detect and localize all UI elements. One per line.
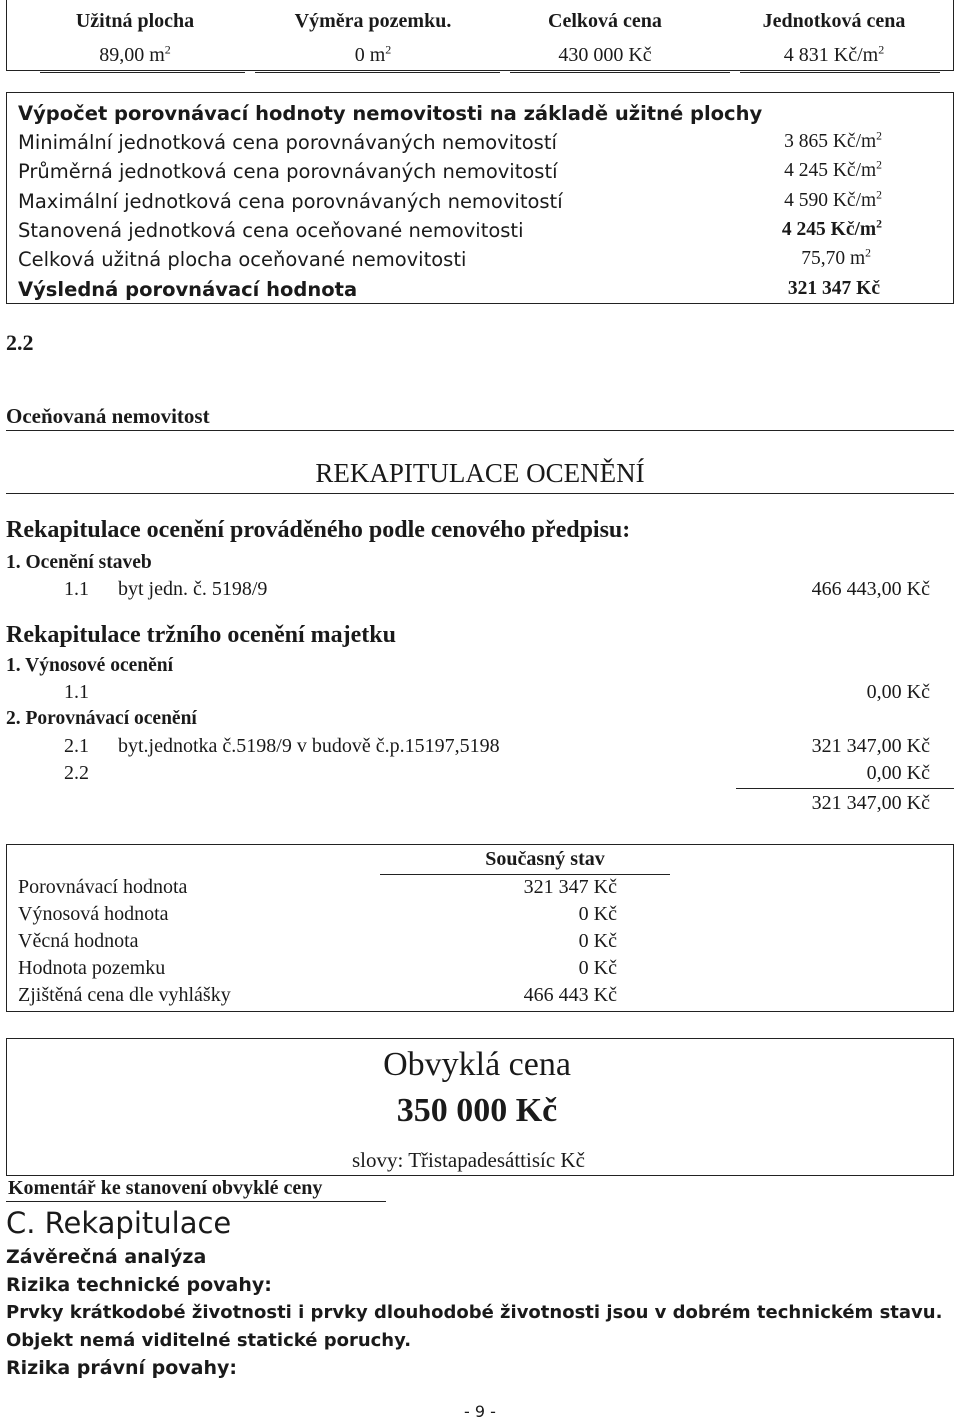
recap-regulation-title: Rekapitulace ocenění prováděného podle cenového předpisu: — [6, 517, 631, 543]
summary-row-label: Výnosová hodnota — [18, 903, 169, 925]
recap-regulation-item-num: 1.1 — [64, 578, 89, 600]
recap-market-g1-num: 1.1 — [64, 681, 89, 703]
recap-market-group1: 1. Výnosové ocenění — [6, 655, 174, 676]
top-table-underline-2 — [255, 72, 500, 73]
recap-regulation-item-label: byt jedn. č. 5198/9 — [118, 578, 268, 600]
summary-row-label: Věcná hodnota — [18, 930, 139, 952]
tech-text-1: Prvky krátkodobé životnosti i prvky dlouhodobé životnosti jsou v dobrém technickém stavu. — [6, 1302, 943, 1323]
recap-market-group2: 2. Porovnávací ocenění — [6, 708, 197, 729]
usual-price-words: slovy: Třistapadesáttisíc Kč — [352, 1148, 585, 1172]
summary-row-label: Zjištěná cena dle vyhlášky — [18, 984, 231, 1006]
comment-heading: Komentář ke stanovení obvyklé ceny — [8, 1177, 323, 1199]
recap-market-title: Rekapitulace tržního ocenění majetku — [6, 622, 396, 648]
comparison-row-label: Stanovená jednotková cena oceňované nemovitosti — [18, 219, 524, 242]
recap-market-g2-item2-value: 0,00 Kč — [866, 762, 930, 784]
recap-regulation-group: 1. Ocenění staveb — [6, 552, 152, 573]
header-unit-price: Jednotková cena — [762, 10, 906, 32]
recap-regulation-item-value: 466 443,00 Kč — [811, 578, 930, 600]
value-land-area: 0 $m^2$ — [354, 42, 392, 66]
recap-market-total-rule — [736, 788, 954, 789]
usual-price-title: Obvyklá cena — [383, 1046, 571, 1083]
comparison-row-label: Průměrná jednotková cena porovnávaných nemovitostí — [18, 160, 558, 183]
header-land-area: Výměra pozemku. — [294, 10, 452, 32]
comment-rule — [6, 1201, 386, 1202]
recap-market-g2-item2-num: 2.2 — [64, 762, 89, 784]
summary-row-value: 321 347 Kč — [523, 876, 617, 898]
recap-market-g1-value: 0,00 Kč — [866, 681, 930, 703]
comparison-row-label: Výsledná porovnávací hodnota — [18, 278, 358, 301]
top-table-underline-1 — [40, 72, 245, 73]
usual-price-amount: 350 000 Kč — [396, 1092, 558, 1129]
value-unit-price: 4 831 $Kč/m^2$ — [783, 42, 885, 66]
comparison-row-value: 4 590 $Kč/m^2$ — [784, 188, 882, 211]
final-analysis-heading: Závěrečná analýza — [6, 1246, 207, 1268]
comparison-row-value: 3 865 $Kč/m^2$ — [784, 129, 882, 152]
header-usable-area: Užitná plocha — [75, 10, 195, 32]
summary-header-rule — [380, 874, 670, 875]
recap-market-g2-item1-label: byt.jednotka č.5198/9 v budově č.p.15197,5198 — [118, 735, 500, 757]
value-total-price: 430 000 Kč — [558, 44, 652, 66]
summary-row-label: Porovnávací hodnota — [18, 876, 188, 898]
valued-property-label: Oceňovaná nemovitost — [6, 404, 210, 428]
comparison-row-value: 4 245 $Kč/m^2$ — [784, 158, 882, 181]
summary-row-value: 0 Kč — [578, 930, 617, 952]
recap-market-g2-item1-value: 321 347,00 Kč — [811, 735, 930, 757]
summary-row-value: 466 443 Kč — [523, 984, 617, 1006]
summary-row-label: Hodnota pozemku — [18, 957, 166, 979]
section-number: 2.2 — [6, 330, 34, 355]
comparison-row-value: 75,70 $m^2$ — [801, 246, 871, 269]
top-table-underline-3 — [510, 72, 730, 73]
recap-market-total: 321 347,00 Kč — [811, 792, 930, 814]
comparison-row-label: Maximální jednotková cena porovnávaných nemovitostí — [18, 190, 563, 213]
legal-risks-heading: Rizika právní povahy: — [6, 1357, 237, 1379]
value-usable-area: 89,00 $m^2$ — [99, 42, 171, 66]
page-number: - 9 - — [464, 1402, 496, 1421]
header-total-price: Celková cena — [548, 10, 662, 32]
valued-property-rule — [6, 430, 954, 431]
summary-row-value: 0 Kč — [578, 903, 617, 925]
recap-title: REKAPITULACE OCENĚNÍ — [315, 458, 645, 488]
comparison-row-label: Celková užitná plocha oceňované nemovitosti — [18, 248, 467, 271]
section-c-title: C. Rekapitulace — [6, 1206, 232, 1240]
comparison-title: Výpočet porovnávací hodnoty nemovitosti na základě užitné plochy — [18, 102, 763, 125]
top-table-underline-4 — [740, 72, 940, 73]
comparison-row-value: 321 347 Kč — [787, 278, 880, 299]
comparison-row-label: Minimální jednotková cena porovnávaných nemovitostí — [18, 131, 557, 154]
tech-risks-heading: Rizika technické povahy: — [6, 1274, 272, 1296]
recap-market-g2-item1-num: 2.1 — [64, 735, 89, 757]
tech-text-2: Objekt nemá viditelné statické poruchy. — [6, 1330, 412, 1351]
summary-header: Současný stav — [485, 848, 605, 870]
summary-row-value: 0 Kč — [578, 957, 617, 979]
comparison-row-value: 4 245 $Kč/m^2$ — [781, 217, 882, 240]
